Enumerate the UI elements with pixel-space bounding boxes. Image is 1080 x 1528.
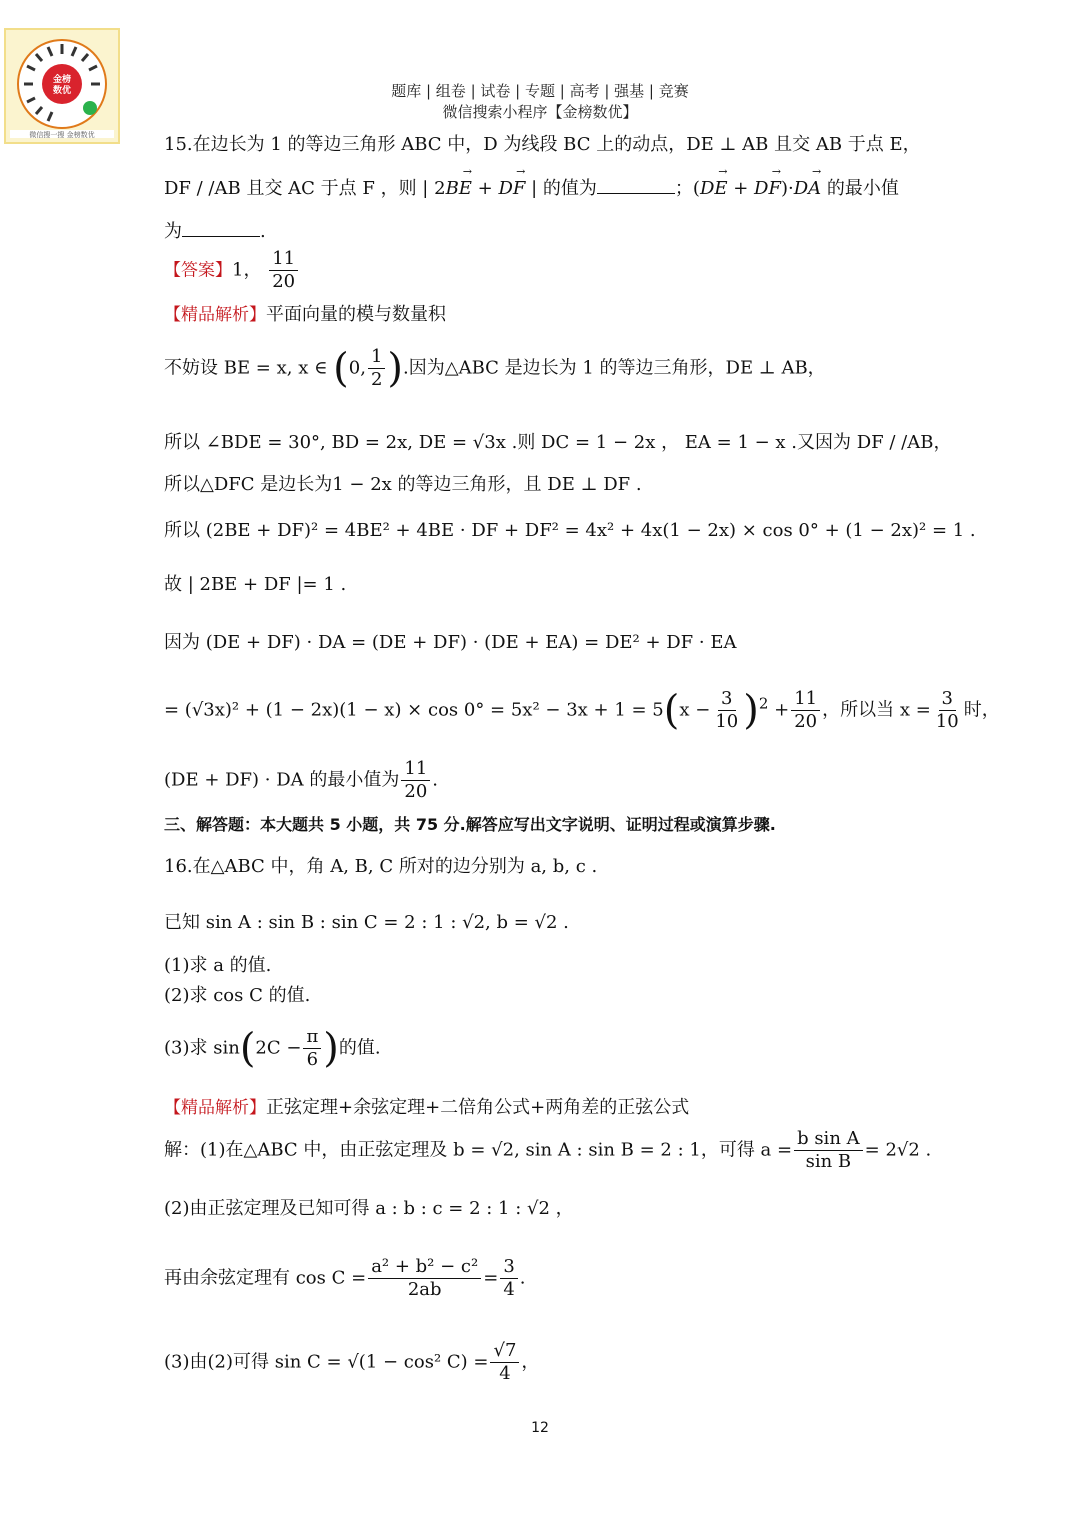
- q15-line-2: DF / /AB 且交 AC 于点 F ，则 | 2BE → + DF → | 的值为 ；(DE → + DF →)·DA → 的最小值: [164, 177, 899, 200]
- analysis-2-label: 【精品解析】: [164, 1098, 266, 1118]
- answer-line: [164, 248, 300, 293]
- solution-16-line-1: 解：(1)在△ABC 中，由正弦定理及 b = √2, sin A : sin B = 2 : 1，可得 a = $\frac{\text{b sin A}}{\text{sin B}}$ = 2√2 .: [164, 1128, 932, 1172]
- solution-line-7: = (√3x)² + (1 − 2x)(1 − x) × cos 0° = 5x² − 3x + 1 = 5(x − $\frac{3}{10}$ )$^2$ + $\frac{11}{20}$ ，所以当 x = $\frac{3}{10}$ 时，: [164, 687, 1000, 734]
- vec-da: DA →: [794, 178, 821, 200]
- frac-den: 20: [272, 271, 296, 292]
- s7-pre: = (√3x)² + (1 − 2x)(1 − x) × cos 0° = 5x² − 3x + 1 = 5: [164, 699, 664, 721]
- solution-16-line-3: 再由余弦定理有 cos C = $\frac{\text{a² + b² − c²}}{2ab}$ = $\frac{3}{4}$ .: [164, 1256, 526, 1300]
- q15-line-1: 15.在边长为 1 的等边三角形 ABC 中，D 为线段 BC 上的动点，DE ⊥ AB 且交 AB 于点 E，: [164, 134, 921, 155]
- svg-text:金榜: 金榜: [52, 75, 72, 85]
- s7-post: 时，: [963, 699, 1000, 721]
- solution-line-6: 因为 (DE + DF) · DA = (DE + DF) · (DE + EA) = DE² + DF · EA: [164, 632, 737, 653]
- solution-line-8: (DE + DF) · DA 的最小值为 $\frac{11}{20}$ .: [164, 758, 439, 802]
- q16-line: 16.在△ABC 中，角 A, B, C 所对的边分别为 a, b, c .: [164, 856, 598, 877]
- solution-line-4: 所以 (2BE + DF)² = 4BE² + 4BE · DF + DF² = 4x² + 4x(1 − 2x) × cos 0° + (1 − 2x)² = 1 .: [164, 520, 976, 541]
- vec-de: DE →: [700, 178, 728, 200]
- s1-pre: 不妨设 BE = x, x ∈: [164, 357, 328, 379]
- page-number: 12: [531, 1420, 549, 1436]
- analysis-line: [164, 304, 446, 326]
- sol3-post: .: [519, 1267, 526, 1289]
- header-subtitle: 微信搜索小程序【金榜数优】: [442, 103, 638, 121]
- sol4-pre: (3)由(2)可得 sin C = √(1 − cos² C) =: [164, 1351, 489, 1373]
- q16-part-3: (3)求 sin(2C − $\frac{\pi}{6}$ )的值.: [164, 1025, 381, 1072]
- q15-line-2-post: 的最小值: [826, 178, 899, 199]
- q15-line-3: 为 .: [164, 221, 266, 242]
- answer-value: 1，: [232, 259, 262, 281]
- q16-3-post: 的值.: [338, 1037, 381, 1059]
- frac-num: 11: [269, 248, 298, 271]
- analysis-topic: 平面向量的模与数量积: [266, 304, 446, 325]
- q16-given: 已知 sin A : sin B : sin C = 2 : 1 : √2, b = √2 .: [164, 912, 569, 933]
- q15-line-2-pre: DF / /AB 且交 AC 于点 F ，则 | 2: [164, 178, 446, 199]
- solution-line-2: 所以 ∠BDE = 30°, BD = 2x, DE = √3x .则 DC = 1 − 2x ， EA = 1 − x .又因为 DF / /AB，: [164, 432, 952, 453]
- q15-line-2-mid: | 的值为: [525, 178, 597, 199]
- q15-line-3-text: 为: [164, 221, 182, 242]
- sol3-pre: 再由余弦定理有 cos C =: [164, 1267, 367, 1289]
- solution-line-1: 不妨设 BE = x, x ∈ (0, $\frac{1}{2}$ ).因为△ABC 是边长为 1 的等边三角形，DE ⊥ AB，: [164, 345, 826, 392]
- solution-16-line-4: (3)由(2)可得 sin C = √(1 − cos² C) = $\frac{√7}{4}$ ，: [164, 1340, 540, 1384]
- analysis-2-topic: 正弦定理+余弦定理+二倍角公式+两角差的正弦公式: [266, 1097, 690, 1118]
- solution-16-line-2: (2)由正弦定理及已知可得 a : b : c = 2 : 1 : √2 ，: [164, 1198, 574, 1219]
- s7-mid: ，所以当 x =: [822, 699, 931, 721]
- answer-label: 【答案】: [164, 260, 232, 281]
- sol4-post: ，: [521, 1351, 540, 1373]
- half-fraction: $\frac{1}{2}$: [368, 346, 385, 391]
- sol1-post: = 2√2 .: [864, 1139, 932, 1161]
- svg-text:数优: 数优: [52, 86, 72, 96]
- solution-line-5: 故 | 2BE + DF |= 1 .: [164, 574, 347, 595]
- q16-3-pre: (3)求 sin: [164, 1037, 240, 1059]
- answer-fraction: [269, 248, 298, 293]
- q16-part-2: (2)求 cos C 的值.: [164, 985, 311, 1006]
- logo-footer-text: 微信搜一搜 金榜数优: [29, 131, 95, 139]
- analysis-label: 【精品解析】: [164, 305, 266, 325]
- vec-df-2: DF →: [754, 178, 781, 200]
- vec-df: DF →: [498, 178, 525, 200]
- analysis-2-line: [164, 1097, 689, 1119]
- s8-pre: (DE + DF) · DA 的最小值为: [164, 769, 400, 791]
- header-nav-text: 题库 | 组卷 | 试卷 | 专题 | 高考 | 强基 | 竞赛: [391, 82, 689, 100]
- answer-blank-2: [182, 220, 260, 237]
- s1-post: .因为△ABC 是边长为 1 的等边三角形，DE ⊥ AB，: [403, 357, 826, 379]
- sol1-pre: 解：(1)在△ABC 中，由正弦定理及 b = √2, sin A : sin B = 2 : 1，可得 a =: [164, 1139, 793, 1161]
- solution-line-3: 所以△DFC 是边长为1 − 2x 的等边三角形，且 DE ⊥ DF .: [164, 474, 642, 495]
- section-3-heading: 三、解答题：本大题共 5 小题，共 75 分.解答应写出文字说明、证明过程或演算步骤.: [164, 815, 776, 834]
- q16-part-1: (1)求 a 的值.: [164, 955, 272, 976]
- vec-be: BE →: [446, 178, 472, 200]
- answer-blank-1: [597, 177, 675, 194]
